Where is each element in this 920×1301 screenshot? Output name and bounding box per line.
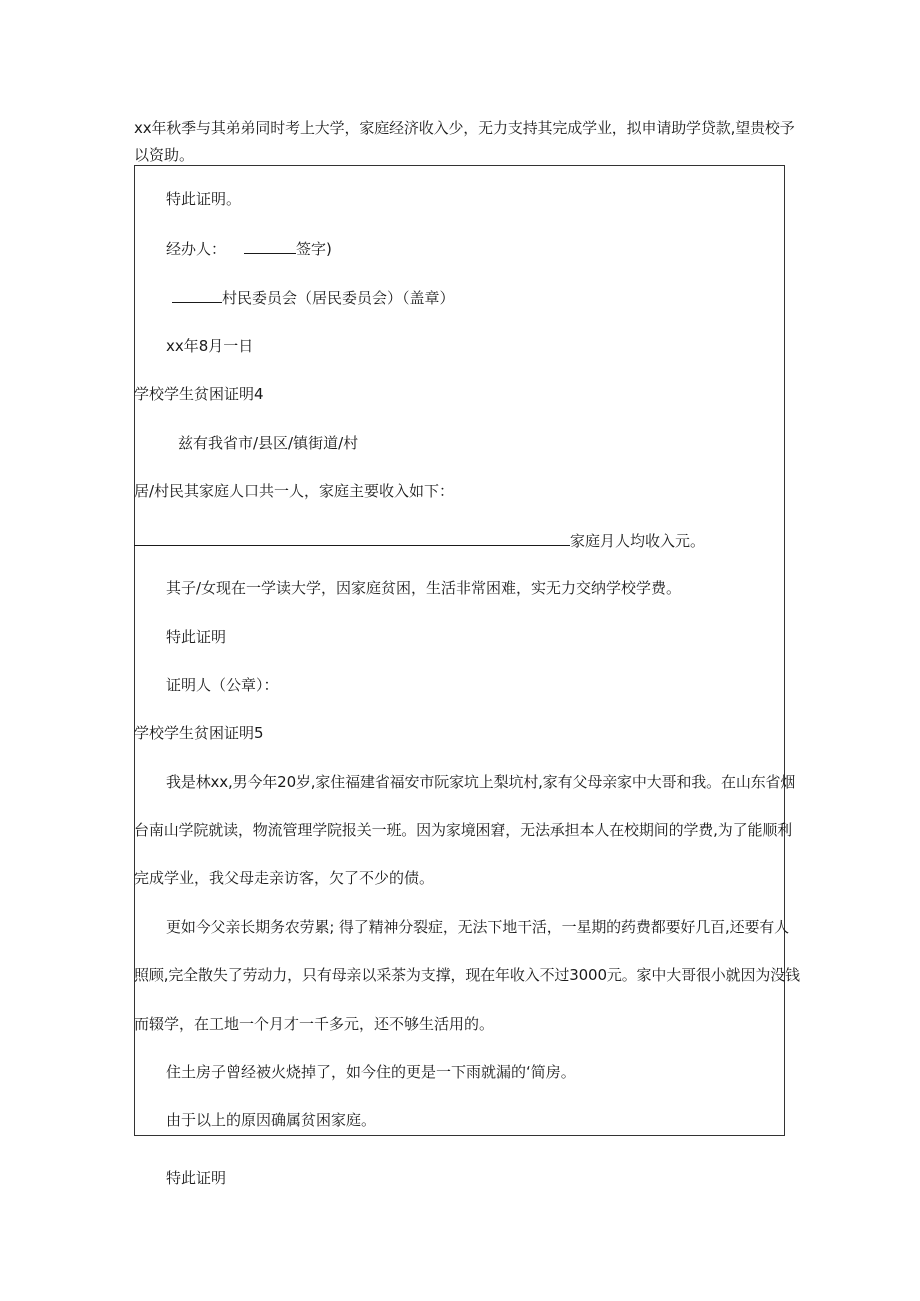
special-proof-3: 特此证明: [166, 1169, 227, 1187]
cert5-p3: 住土房子曾经被火烧掉了，如今住的更是一下雨就漏的‘简房。: [166, 1063, 576, 1081]
cert4-title: 学校学生贫困证明4: [134, 385, 264, 403]
cert5-p1-line-1: 我是林xx,男今年20岁,家住福建省福安市阮家坑上梨坑村,家有父母亲家中大哥和我。在山东省烟: [166, 773, 796, 791]
cert5-p1-line-2: 台南山学院就读，物流管理学院报关一班。因为家境困窘，无法承担本人在校期间的学费,为了能顺利: [134, 821, 793, 839]
cert4-line-2: 居/村民其家庭人口共一人，家庭主要收入如下：: [134, 482, 455, 500]
cert4-income-line: [134, 530, 705, 550]
cert4-line-1: 兹有我省市/县区/镇街道/村: [178, 434, 359, 452]
income-blank: [134, 530, 570, 546]
income-suffix: 家庭月人均收入元。: [570, 532, 706, 550]
cert5-p2-line-3: 而辍学，在工地一个月才一千多元，还不够生活用的。: [134, 1015, 495, 1033]
handler-label: 经办人：: [166, 240, 227, 258]
intro-line-2: 以资助。: [134, 146, 195, 164]
cert5-p1-line-3: 完成学业，我父母走亲访客，欠了不少的债。: [134, 869, 435, 887]
cert5-p2-line-2: 照顾,完全散失了劳动力，只有母亲以采茶为支撑，现在年收入不过3000元。家中大哥很小就因为没钱: [134, 966, 800, 984]
certifier-line: 证明人（公章）：: [166, 676, 279, 694]
committee-line: [172, 287, 455, 307]
date-line: xx年8月一日: [166, 337, 254, 355]
committee-blank: [172, 287, 222, 303]
cert5-title: 学校学生贫困证明5: [134, 724, 264, 742]
special-proof-2: 特此证明: [166, 628, 227, 646]
cert5-p4: 由于以上的原因确属贫困家庭。: [166, 1111, 377, 1129]
special-proof-1: 特此证明。: [166, 190, 242, 208]
intro-line-1: xx年秋季与其弟弟同时考上大学，家庭经济收入少，无力支持其完成学业，拟申请助学贷款,望贵校予: [134, 119, 795, 137]
certificate-frame: [134, 165, 785, 1136]
handler-line: [166, 238, 332, 258]
cert4-line-4: 其子/女现在一学读大学，因家庭贫困，生活非常困难，实无力交纳学校学费。: [166, 579, 682, 597]
handler-signature-blank: [244, 238, 296, 254]
handler-suffix: 签字): [296, 240, 332, 258]
committee-label: 村民委员会（居民委员会）（盖章）: [222, 289, 455, 307]
cert5-p2-line-1: 更如今父亲长期务农劳累; 得了精神分裂症，无法下地干活，一星期的药费都要好几百,还要有人: [166, 918, 789, 936]
